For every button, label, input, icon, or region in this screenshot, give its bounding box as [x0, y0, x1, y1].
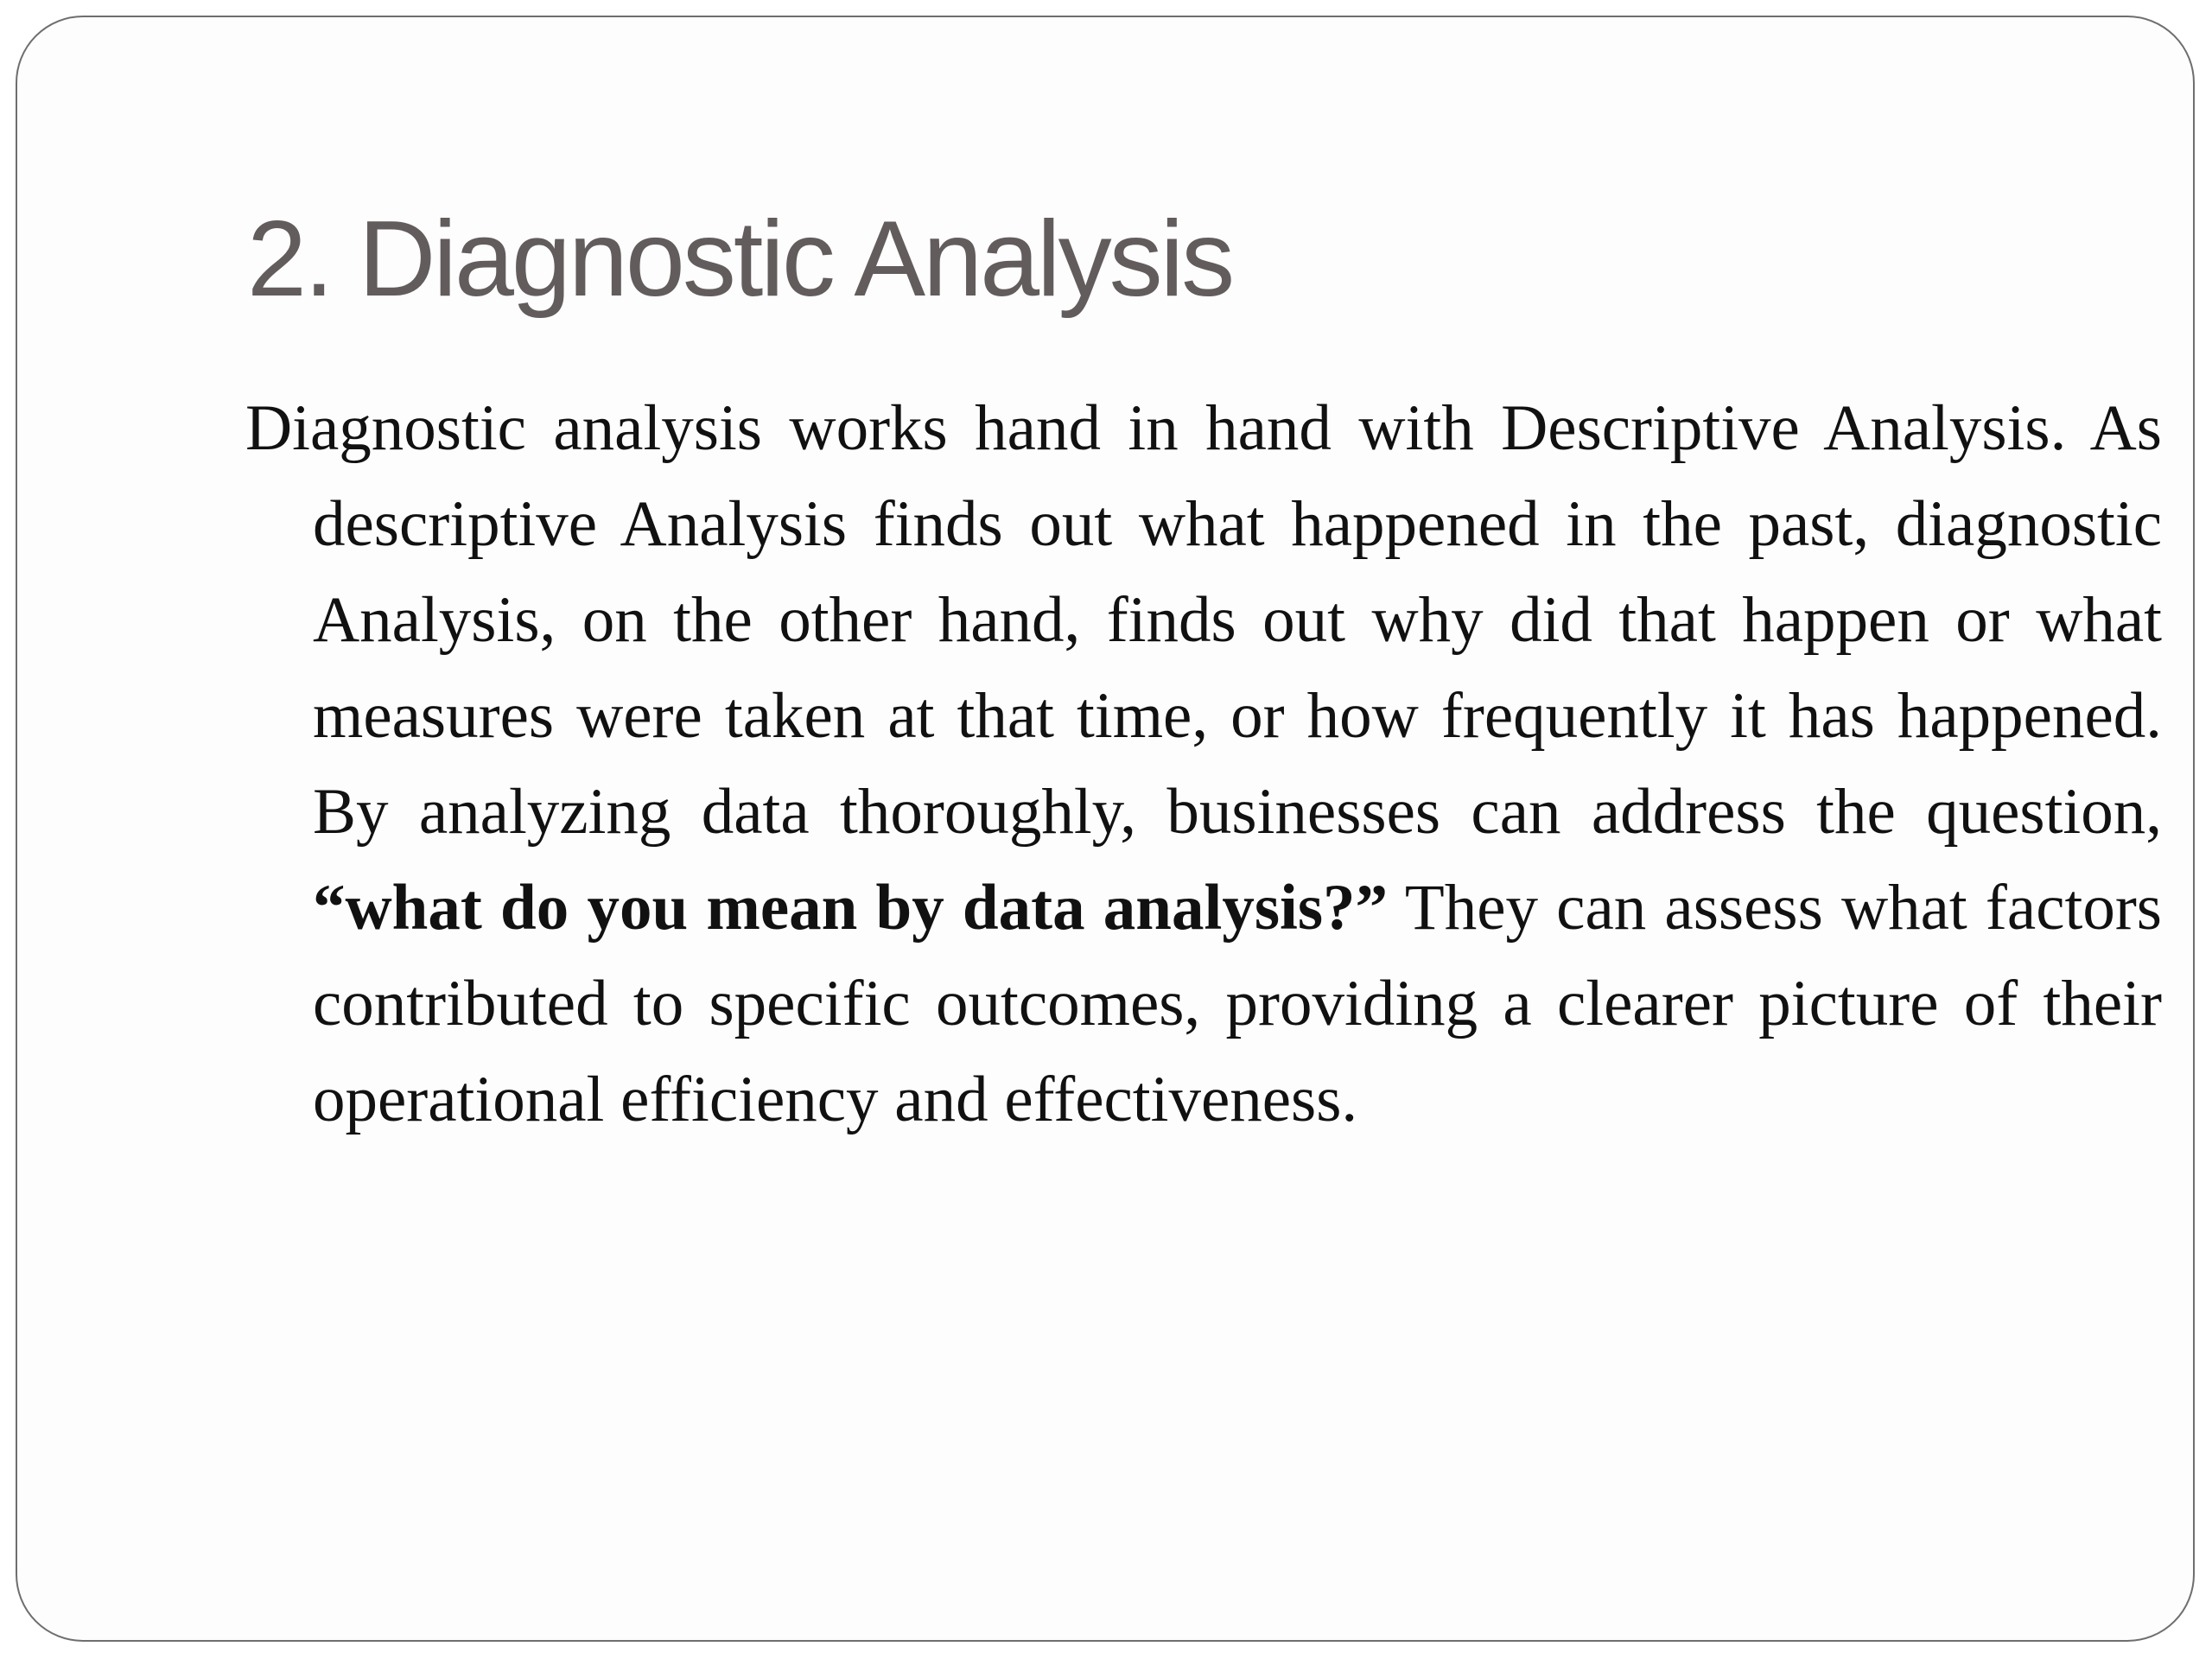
body-emphasis-text: “what do you mean by data analysis?”	[313, 872, 1389, 944]
slide-title: 2. Diagnostic Analysis	[247, 200, 1233, 319]
body-intro-text: Diagnostic analysis works hand in hand with Descriptive Analysis. As descriptive Analysis finds out what happened in the past, diagnostic Analysis, on the other hand, finds out why did that happen or what measures were taken at that time, or how frequently it has happened. By analyzing data thoroughly, businesses can address the question,	[245, 392, 2162, 848]
slide-frame	[16, 16, 2195, 1642]
body-outro-text: They can assess what factors contributed to specific outcomes, providing a clearer picture of their operational efficiency and effectiveness.	[313, 872, 2162, 1135]
slide-body-paragraph	[245, 380, 2162, 1147]
